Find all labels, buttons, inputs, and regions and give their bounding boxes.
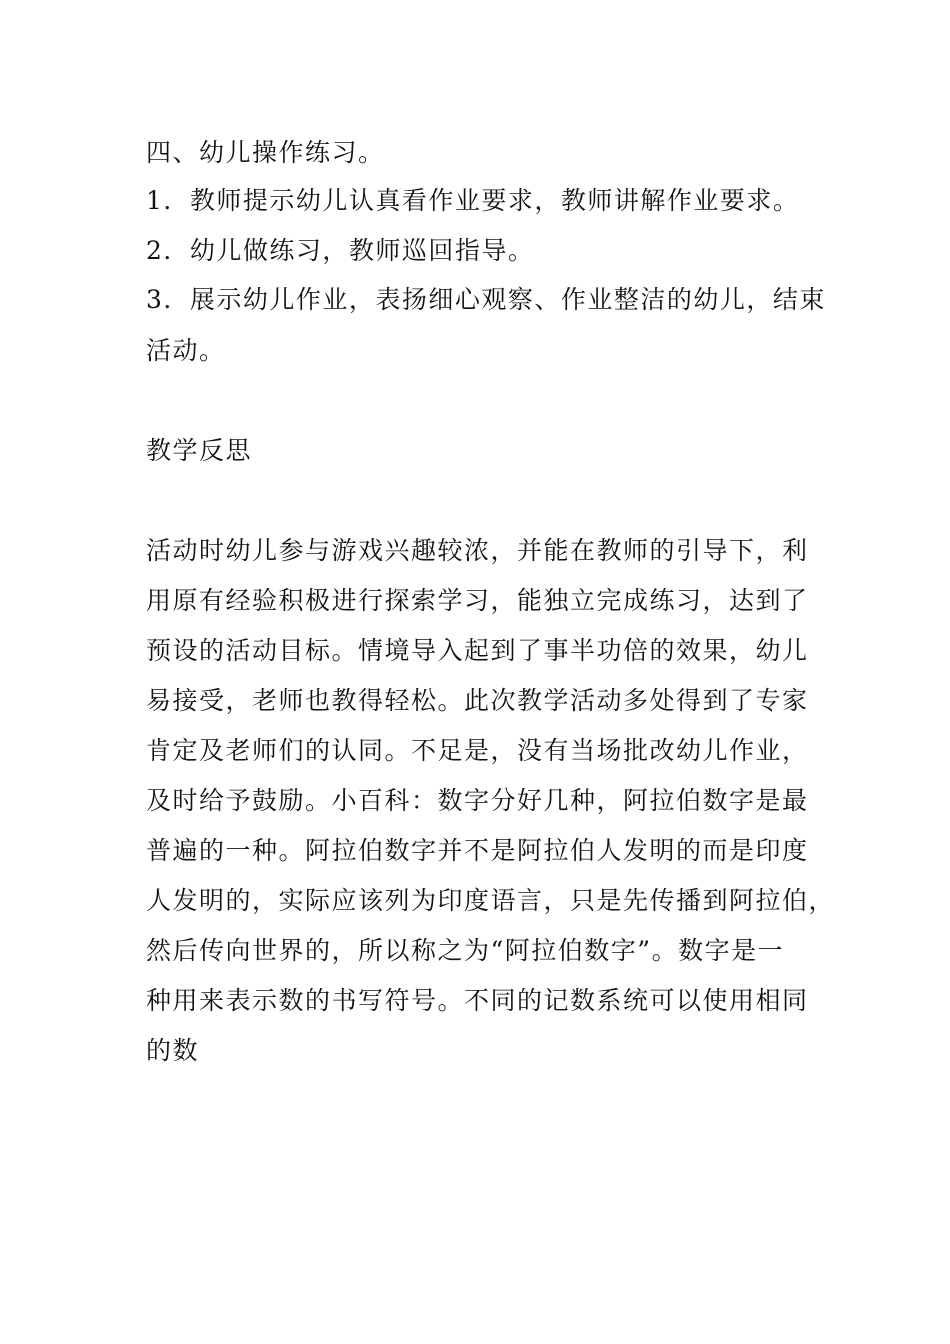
reflection-title: 教学反思 bbox=[146, 436, 253, 465]
reflection-line-9: 然后传向世界的，所以称之为“阿拉伯数字”。数字是一 bbox=[146, 936, 785, 965]
reflection-line-8: 人发明的，实际应该列为印度语言，只是先传播到阿拉伯， bbox=[146, 886, 836, 915]
step-line-1: 1．教师提示幼儿认真看作业要求，教师讲解作业要求。 bbox=[146, 186, 800, 215]
reflection-line-3: 预设的活动目标。情境导入起到了事半功倍的效果，幼儿 bbox=[146, 636, 809, 665]
reflection-line-7: 普遍的一种。阿拉伯数字并不是阿拉伯人发明的而是印度 bbox=[146, 836, 809, 865]
reflection-line-11: 的数 bbox=[146, 1036, 200, 1065]
reflection-line-5: 肯定及老师们的认同。不足是，没有当场批改幼儿作业， bbox=[146, 736, 809, 765]
step-line-3: 3．展示幼儿作业，表扬细心观察、作业整洁的幼儿，结束 bbox=[146, 285, 826, 314]
section-heading: 四、幼儿操作练习。 bbox=[146, 138, 385, 167]
reflection-line-1: 活动时幼儿参与游戏兴趣较浓，并能在教师的引导下，利 bbox=[146, 536, 809, 565]
reflection-line-4: 易接受，老师也教得轻松。此次教学活动多处得到了专家 bbox=[146, 686, 809, 715]
reflection-line-10: 种用来表示数的书写符号。不同的记数系统可以使用相同 bbox=[146, 986, 809, 1015]
step-line-3-continued: 活动。 bbox=[146, 336, 226, 365]
reflection-line-6: 及时给予鼓励。小百科：数字分好几种，阿拉伯数字是最 bbox=[146, 786, 809, 815]
reflection-line-2: 用原有经验积极进行探索学习，能独立完成练习，达到了 bbox=[146, 586, 809, 615]
step-line-2: 2．幼儿做练习，教师巡回指导。 bbox=[146, 236, 535, 265]
